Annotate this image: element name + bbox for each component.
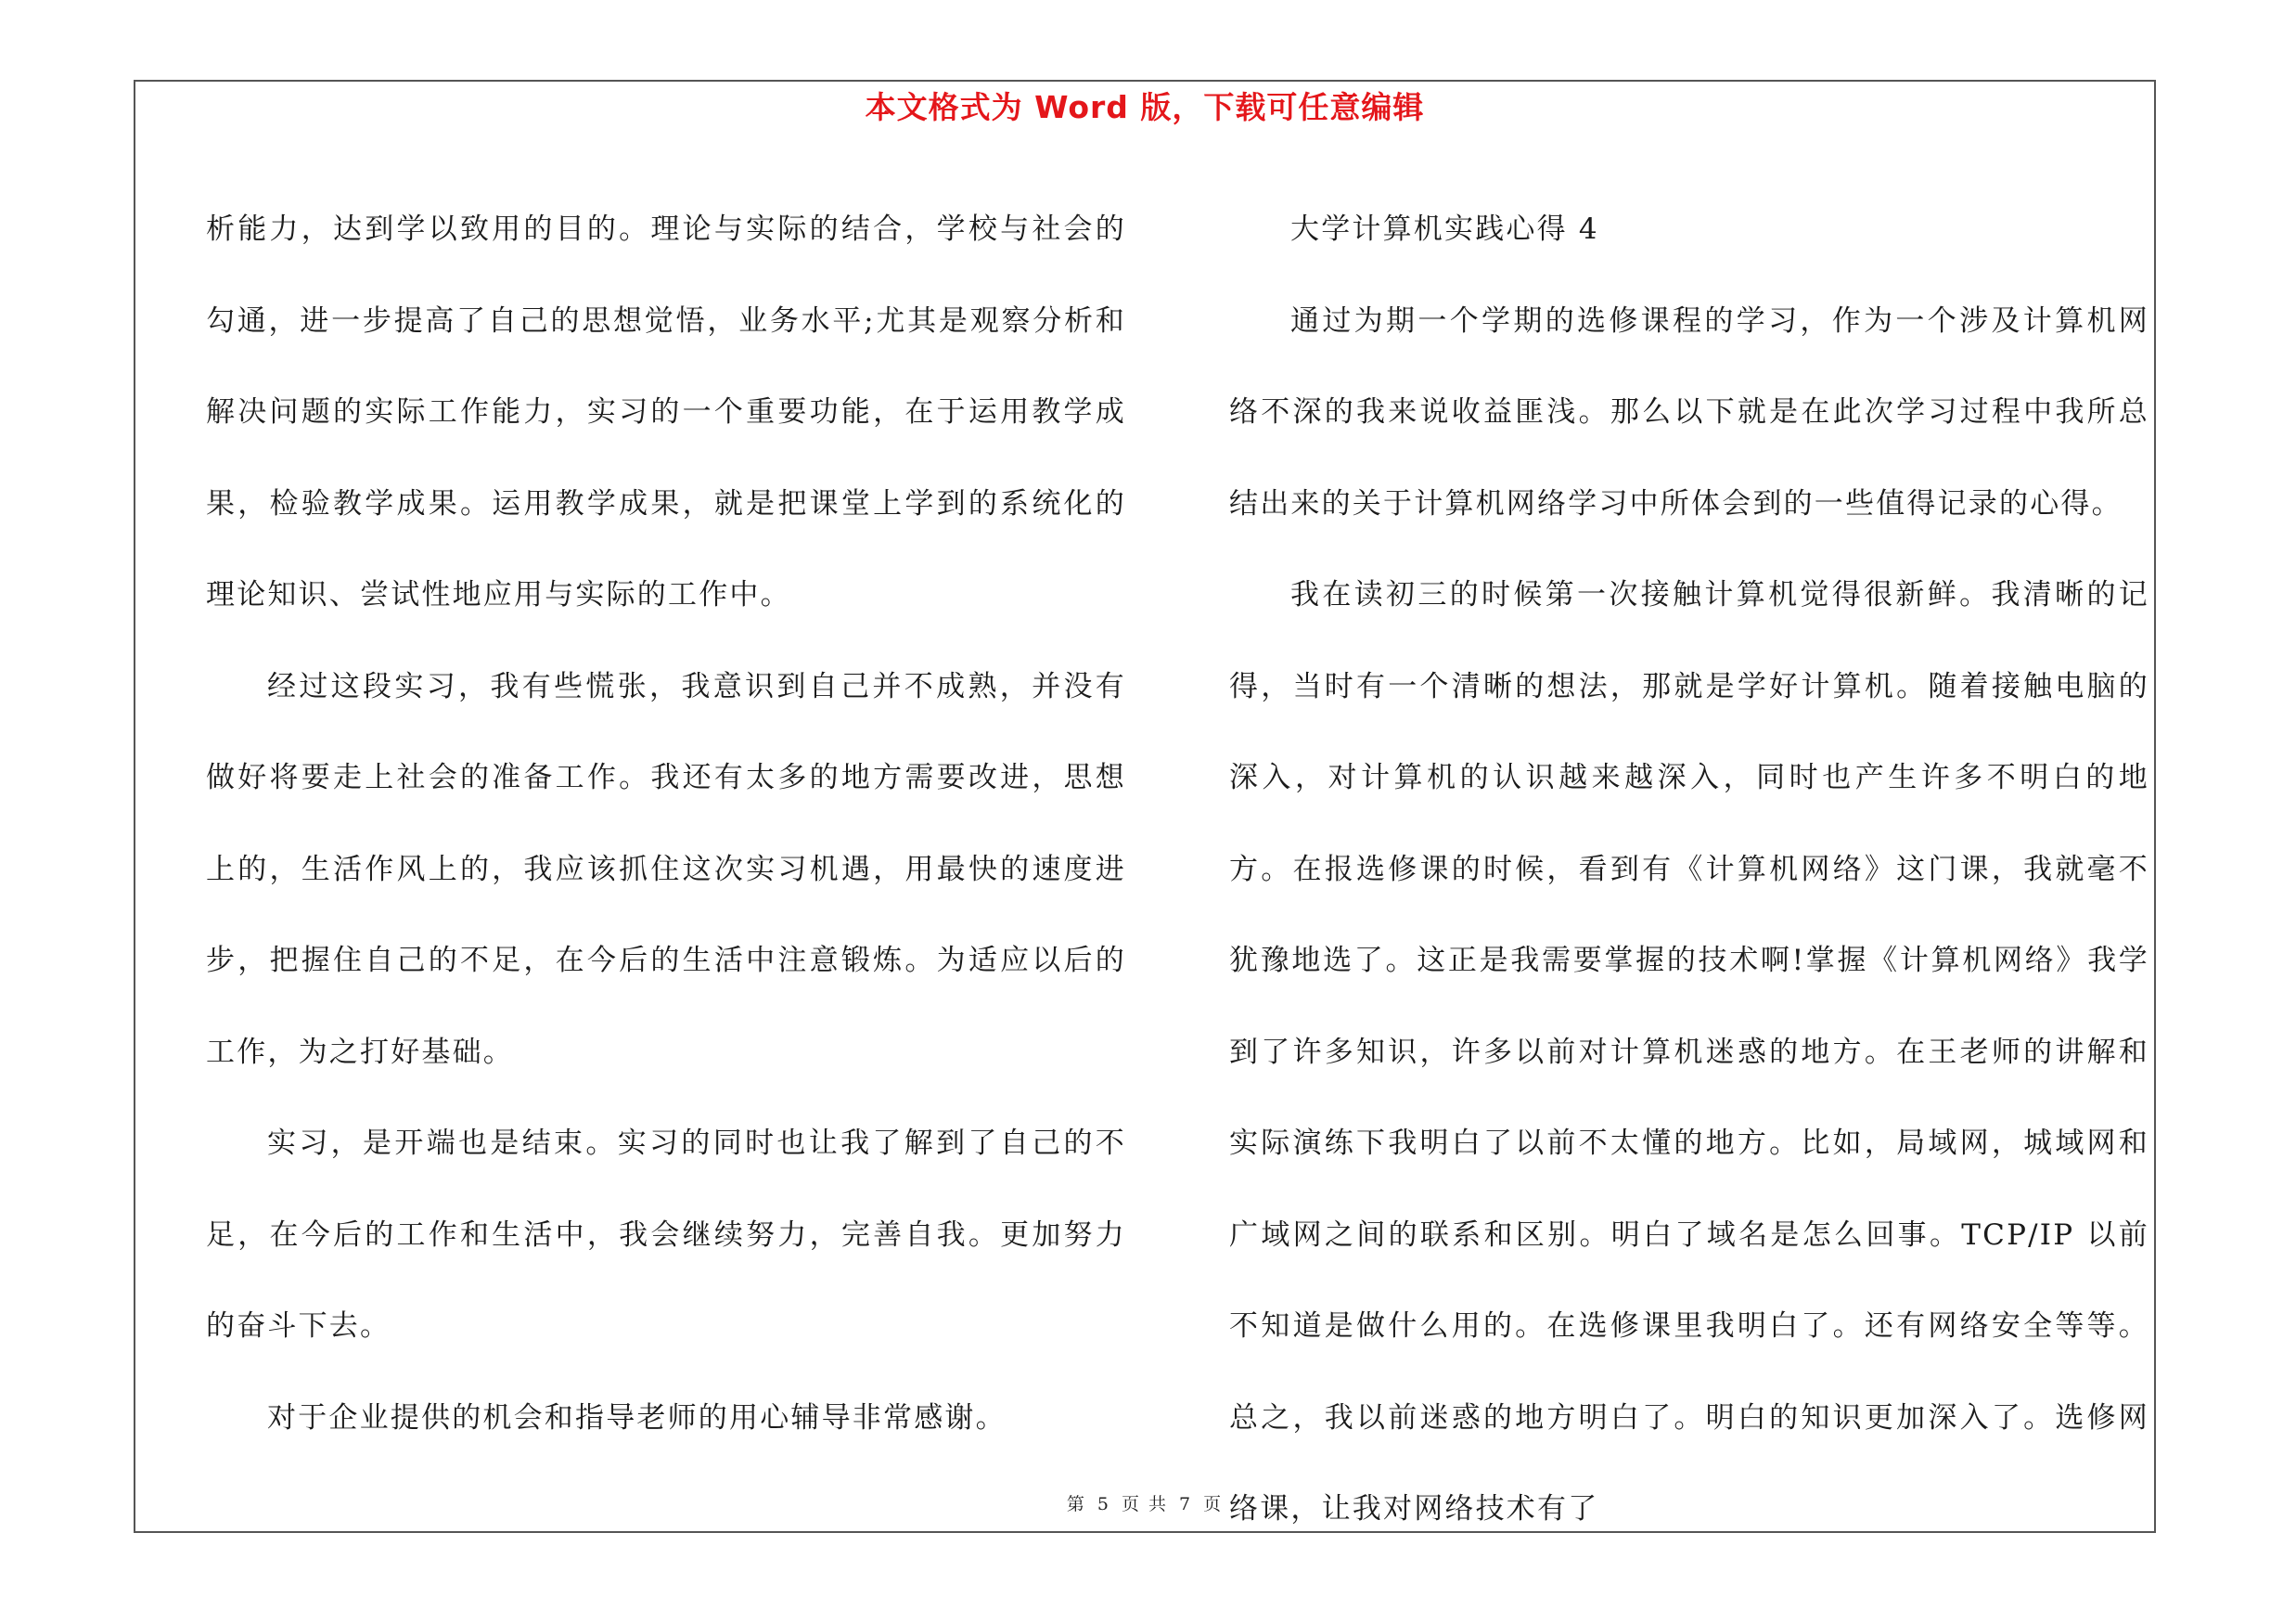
right-paragraph-1: 通过为期一个学期的选修课程的学习，作为一个涉及计算机网络不深的我来说收益匪浅。那么以下就是在此次学习过程中我所总结出来的关于计算机网络学习中所体会到的一些值得记录的心得。 — [1229, 303, 2149, 521]
section-heading: 大学计算机实践心得 4 — [1290, 213, 1599, 246]
left-paragraph-2: 经过这段实习，我有些慌张，我意识到自己并不成熟，并没有做好将要走上社会的准备工作。我还有太多的地方需要改进，思想上的，生活作风上的，我应该抓住这次实习机遇，用最快的速度进步，把握住自己的不足，在今后的生活中注意锻炼。为适应以后的工作，为之打好基础。 — [206, 669, 1126, 1069]
total-page-count: 7 — [1179, 1494, 1193, 1514]
left-paragraph-1: 析能力，达到学以致用的目的。理论与实际的结合，学校与社会的勾通，进一步提高了自己的思想觉悟，业务水平;尤其是观察分析和解决问题的实际工作能力，实习的一个重要功能，在于运用教学成果，检验教学成果。运用教学成果，就是把课堂上学到的系统化的理论知识、尝试性地应用与实际的工作中。 — [206, 213, 1126, 612]
left-paragraph-3: 实习，是开端也是结束。实习的同时也让我了解到了自己的不足，在今后的工作和生活中，我会继续努力，完善自我。更加努力的奋斗下去。 — [206, 1127, 1126, 1343]
page-footer — [134, 1490, 2156, 1515]
current-page-number: 5 — [1097, 1494, 1110, 1514]
footer-suffix: 页 — [1203, 1494, 1224, 1514]
left-paragraph-4: 对于企业提供的机会和指导老师的用心辅导非常感谢。 — [267, 1400, 1007, 1435]
word-format-banner: 本文格式为 Word 版，下载可任意编辑 — [865, 89, 1425, 125]
left-column — [206, 184, 1126, 1463]
right-column — [1229, 184, 2149, 1555]
footer-prefix: 第 — [1066, 1494, 1086, 1514]
right-paragraph-2: 我在读初三的时候第一次接触计算机觉得很新鲜。我清晰的记得，当时有一个清晰的想法，那就是学好计算机。随着接触电脑的深入，对计算机的认识越来越深入，同时也产生许多不明白的地方。在报选修课的时候，看到有《计算机网络》这门课，我就毫不犹豫地选了。这正是我需要掌握的技术啊!掌握《计算机网络》我学到了许多知识，许多以前对计算机迷惑的地方。在王老师的讲解和实际演练下我明白了以前不太懂的地方。比如，局域网，城域网和广域网之间的联系和区别。明白了域名是怎么回事。TCP/IP 以前不知道是做什么用的。在选修课里我明白了。还有网络安全等等。总之，我以前迷惑的地方明白了。明白的知识更加深入了。选修网络课，让我对网络技术有了 — [1229, 578, 2149, 1526]
footer-middle: 页 共 — [1121, 1494, 1169, 1514]
